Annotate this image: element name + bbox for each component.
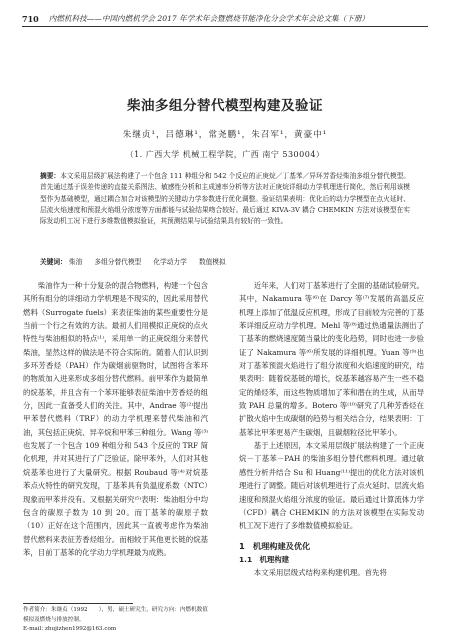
keyword: 化学动力学 — [153, 258, 187, 266]
running-header — [22, 8, 428, 27]
affiliation: （1. 广西大学 机械工程学院，广西 南宁 530004） — [125, 150, 325, 159]
footnote-author-info: 作者简介：朱继贞（1992 ），男，硕士研究生，研究方向：内燃机数值模拟及燃烧与排放控制。 — [23, 607, 208, 623]
abstract — [40, 171, 410, 227]
right-column — [239, 279, 424, 579]
keywords — [40, 257, 410, 268]
keywords-label: 关键词： — [40, 258, 67, 266]
footnote-divider — [23, 603, 133, 604]
abstract-label: 摘要： — [40, 172, 61, 180]
author-list: 朱继贞¹，吕德琳¹，常尧鹏¹，朱召军¹，黄豪中¹ — [122, 130, 328, 140]
body-paragraph: 柴油作为一种十分复杂的混合物燃料，构建一个包含其所有组分的详细动力学机理是不现实的，因此采用替代燃料（Surrogate fuels）来表征柴油的某些重要性分是当前一个行之有效的方法。最初人们用模拟正庚烷的点火特性与柴油相似的特点⁽¹⁾，采用单一的正庚烷组分来替代柴油，显然这样的做法是不符合实际的。随着人们认识到多环芳香烃（PAH）作为碳烟前驱物时，试图将含苯环的物质加入进来形成多组分替代燃料。前甲苯作为最简单的烷基苯，并且含有一个苯环能够表征柴油中芳香烃的组分，因此一直备受人们的关注。其中，Andrae 等⁽²⁾提出甲苯替代燃料（TRF）的动力学机理来替代柴油和汽油，其包括正庚烷、异辛烷和甲苯三种组分。Wang 等⁽³⁾也发展了一个包含 109 种组分和 543 个反应的 TRF 简化机理，并对其进行了广泛验证。除甲苯外，人们对其他烷基苯也进行了大量研究。根据 Roubaud 等⁽⁴⁾对烷基苯点火特性的研究发现，丁基苯具有负温度系数（NTC）现象而甲苯并没有。又根据关研究⁽⁵⁾表明：柴油组分中均包含的碳原子数为 10 到 20。而丁基苯的碳原子数（10）正好在这个范围内，因此其一直被考虑作为柴油替代燃料来表征芳香烃组分。而相较于其他更长链的烷基苯，目前丁基苯的化学动力学机理最为成熟。 — [23, 281, 208, 557]
paper-title: 柴油多组分替代模型构建及验证 — [127, 98, 323, 114]
footnote — [23, 606, 213, 635]
body-paragraph: 基于上述原因，本文采用层级扩展法构建了一个正庚烷－丁基苯－PAH 的柴油多组分替代燃料机理。通过敏感性分析并结合 Su 和 Huang⁽¹¹⁾提出的优化方法对该机理进行了调整。随后对该机理进行了点火延时、层流火焰速度和预混火焰组分浓度的验证。最后通过计算流体力学（CFD）耦合 CHEMKIN 的方法对该模型在实际发动机工况下进行了多维数值模拟验证。 — [239, 441, 424, 531]
keyword: 数值模拟 — [198, 258, 226, 266]
body-paragraph: 本文采用层级式结构来构建机理。首先将 — [253, 567, 387, 577]
running-title: 内燃机科技——中国内燃机学会 2017 年学术年会暨燃烧节能净化分会学术年会论文集（下册） — [48, 14, 370, 23]
keyword: 柴油 — [68, 258, 83, 266]
page-number: 710 — [22, 14, 39, 24]
subsection-heading: 1.1 机理构建 — [239, 554, 290, 564]
abstract-text: 本文采用层级扩展法构建了一个包含 111 种组分和 542 个反应的正庚烷／丁基苯／异环芳香烃柴油多组分替代模型。首先通过基于误差传递的直接关系图法、敏感性分析和主成速率分析等方法对正庚烷详细动力学机理进行简化，然后利用该模型作为基础模型，通过耦合加合对该模型的关键动力学参数进行优化调整。验证结果表明：优化后的动力学模型在点火延时、层流火焰速度和预混火焰组分浓度等方面都能与试验结果吻合较好。最后通过 KIVA-3V 耦合 CHEMKIN 方法对该模型在实际发动机工况下进行多维数值模拟验证，其预测结果与试验结果具有较好的一致性。 — [40, 172, 410, 226]
section-heading: 1 机理构建及优化 — [239, 540, 311, 551]
footnote-email: E-mail: zhujizhen1992@163.com — [23, 626, 117, 632]
left-column — [23, 279, 208, 559]
keyword: 多组分替代模型 — [94, 258, 142, 266]
body-paragraph: 近年来，人们对丁基苯进行了全面的基础试验研究。其中，Nakamura 等⁽⁶⁾在 Darcy 等⁽⁷⁾发展的高温反应机理上添加了低温反应机理，形成了目前较为完善的丁基苯详细反应动力学机理。Mehl 等⁽⁸⁾通过热通量法测出了丁基苯的燃烧速度随当量比的变化趋势，同时也进一步验证了 Nakamura 等⁽⁶⁾所发展的详细机理。Yuan 等⁽⁹⁾也对丁基苯预混火焰进行了组分浓度和火焰速度的研究，结果表明：随着烷基链的增长，烷基苯越容易产生一些不稳定的烯烃苯，而这些物质增加了苯和潜在的生成，从而导致 PAH 总量的增多。Botero 等⁽¹⁰⁾研究了几种芳香烃在扩散火焰中生成碳烟的趋势与相关结合分，结果表明：丁基苯比甲苯更易产生碳烟，且碳烟粒径比甲苯小。 — [239, 281, 424, 437]
